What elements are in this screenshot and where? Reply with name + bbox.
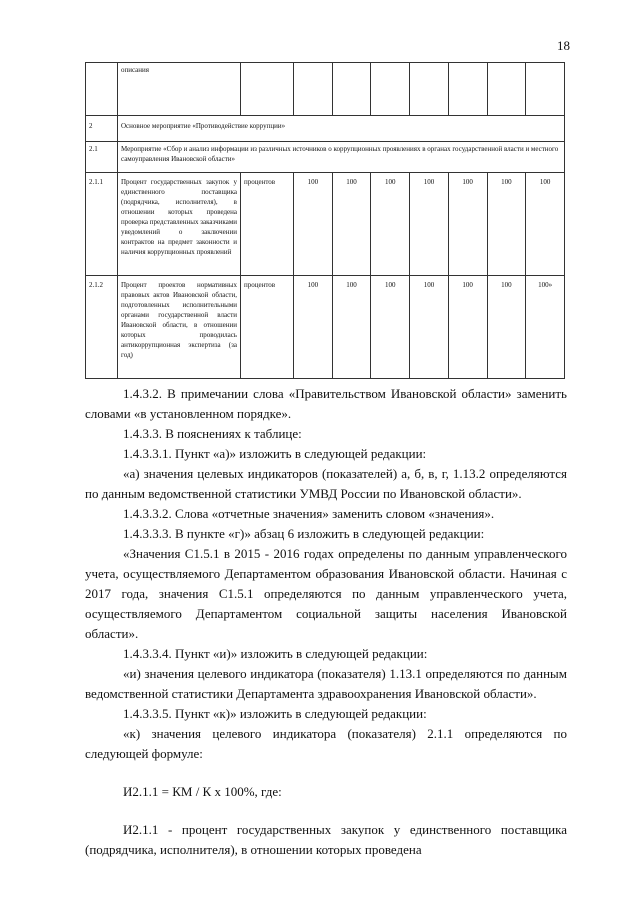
table-row bbox=[86, 116, 565, 142]
indicator-value: 100 bbox=[448, 276, 487, 379]
paragraph: 1.4.3.3.3. В пункте «г)» абзац 6 изложить в следующей редакции: bbox=[123, 526, 485, 541]
paragraph: 1.4.3.3.1. Пункт «а)» изложить в следующей редакции: bbox=[123, 446, 427, 461]
indicator-value: 100 bbox=[448, 173, 487, 276]
indicator-name: Процент государственных закупок у единственного поставщика (подрядчика, исполнителя), в отношении которых проведена проверка представленных заказчиками уведомлений о заключении контрактов на предмет законности и наличия коррупционных проявлений bbox=[118, 173, 241, 276]
paragraph: И2.1.1 - процент государственных закупок у единственного поставщика (подрядчика, исполнителя), в отношении которых проведена bbox=[85, 822, 567, 857]
table-row bbox=[86, 142, 565, 173]
paragraph: 1.4.3.3.5. Пункт «к)» изложить в следующей редакции: bbox=[123, 706, 427, 721]
paragraph: «и) значения целевого индикатора (показателя) 1.13.1 определяются по данным ведомственной статистики Департамента здравоохранения Ивановской области». bbox=[85, 666, 567, 701]
paragraph: 1.4.3.2. В примечании слова «Правительством Ивановской области» заменить словами «в установленном порядке». bbox=[85, 386, 567, 421]
paragraph: «а) значения целевых индикаторов (показателей) а, б, в, г, 1.13.2 определяются по данным ведомственной статистики УМВД России по Ивановской области». bbox=[85, 466, 567, 501]
table-row bbox=[86, 276, 565, 379]
paragraph: «к) значения целевого индикатора (показателя) 2.1.1 определяются по следующей формуле: bbox=[85, 726, 567, 761]
document-body bbox=[85, 384, 567, 860]
indicator-value: 100 bbox=[410, 276, 449, 379]
indicators-table bbox=[85, 62, 565, 379]
indicator-value: 100 bbox=[294, 173, 333, 276]
row-number: 2 bbox=[86, 116, 118, 142]
indicator-value: 100 bbox=[332, 173, 371, 276]
paragraph: 1.4.3.3. В пояснениях к таблице: bbox=[123, 426, 302, 441]
paragraph: «Значения С1.5.1 в 2015 - 2016 годах определены по данным управленческого учета, осуществляемого Департаментом образования Ивановской области. Начиная с 2017 года, значения С1.5.1 определяются по данным управленческого учета, осуществляемого Департаментом социальной защиты населения Ивановской области». bbox=[85, 546, 567, 641]
section-title: Основное мероприятие «Противодействие коррупции» bbox=[118, 116, 565, 142]
indicator-value: 100 bbox=[294, 276, 333, 379]
indicator-value: 100 bbox=[371, 276, 410, 379]
subsection-title: Мероприятие «Сбор и анализ информации из различных источников о коррупционных проявлениях в органах государственной власти и местного самоуправления Ивановской области» bbox=[118, 142, 565, 173]
indicator-value: 100 bbox=[526, 173, 565, 276]
formula: И2.1.1 = КМ / К х 100%, где: bbox=[123, 784, 282, 799]
table-row bbox=[86, 173, 565, 276]
row-number: 2.1.1 bbox=[86, 173, 118, 276]
paragraph: 1.4.3.3.4. Пункт «и)» изложить в следующей редакции: bbox=[123, 646, 428, 661]
indicator-value: 100 bbox=[487, 173, 526, 276]
row-number: 2.1.2 bbox=[86, 276, 118, 379]
indicator-value: 100 bbox=[410, 173, 449, 276]
indicator-value: 100» bbox=[526, 276, 565, 379]
table-cell: описания bbox=[118, 63, 241, 116]
indicator-name: Процент проектов нормативных правовых актов Ивановской области, подготовленных исполнительными органами государственной власти Ивановской области, в отношении которых проводилась антикоррупционная экспертиза (за год) bbox=[118, 276, 241, 379]
paragraph: 1.4.3.3.2. Слова «отчетные значения» заменить словом «значения». bbox=[123, 506, 495, 521]
indicator-value: 100 bbox=[332, 276, 371, 379]
indicator-value: 100 bbox=[487, 276, 526, 379]
page-number: 18 bbox=[557, 38, 570, 53]
indicator-unit: процентов bbox=[241, 173, 294, 276]
indicator-unit: процентов bbox=[241, 276, 294, 379]
indicator-value: 100 bbox=[371, 173, 410, 276]
table-row bbox=[86, 63, 565, 116]
row-number: 2.1 bbox=[86, 142, 118, 173]
